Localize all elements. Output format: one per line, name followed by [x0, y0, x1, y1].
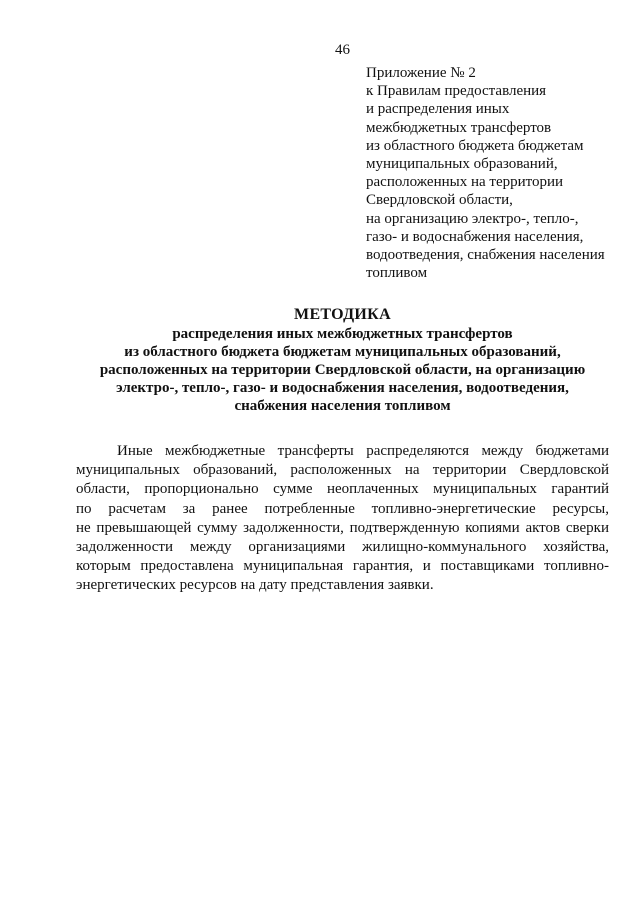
appendix-note — [366, 64, 634, 282]
body-line: по расчетам за ранее потребленные топливно-энергетические ресурсы, — [76, 500, 609, 517]
body-paragraph — [76, 442, 609, 596]
appendix-line: из областного бюджета бюджетам — [366, 137, 584, 154]
title-line: распределения иных межбюджетных трансфертов — [172, 326, 513, 342]
title-heading: МЕТОДИКА — [294, 306, 391, 323]
appendix-line: межбюджетных трансфертов — [366, 119, 552, 136]
body-line: задолженности между организациями жилищно-коммунального хозяйства, — [76, 539, 609, 556]
body-line: которым предоставлена муниципальная гарантия, и поставщиками топливно- — [76, 558, 609, 575]
document-title — [76, 305, 609, 415]
title-line: из областного бюджета бюджетам муниципальных образований, — [124, 344, 561, 360]
body-line: энергетических ресурсов на дату представления заявки. — [76, 577, 434, 594]
appendix-line: к Правилам предоставления — [366, 83, 547, 100]
appendix-line: расположенных на территории — [366, 174, 564, 191]
appendix-line: водоотведения, снабжения населения — [366, 247, 605, 264]
title-line: расположенных на территории Свердловской области, на организацию — [99, 362, 586, 378]
title-line: электро-, тепло-, газо- и водоснабжения населения, водоотведения, — [116, 380, 569, 396]
appendix-line: Свердловской области, — [366, 192, 513, 209]
appendix-line: муниципальных образований, — [366, 156, 558, 173]
appendix-line: топливом — [366, 265, 428, 282]
title-line: снабжения населения топливом — [234, 398, 451, 414]
appendix-line: на организацию электро-, тепло-, — [366, 210, 579, 227]
body-line: не превышающей сумму задолженности, подтвержденную копиями актов сверки — [76, 519, 609, 536]
appendix-line: газо- и водоснабжения населения, — [366, 228, 584, 245]
appendix-line: Приложение № 2 — [366, 65, 476, 81]
body-line: Иные межбюджетные трансферты распределяются между бюджетами — [117, 443, 609, 459]
appendix-line: и распределения иных — [366, 101, 510, 118]
body-line: муниципальных образований, расположенных на территории Свердловской — [76, 462, 609, 479]
page-number: 46 — [335, 42, 350, 58]
body-line: области, пропорционально сумме неоплаченных муниципальных гарантий — [76, 481, 609, 498]
